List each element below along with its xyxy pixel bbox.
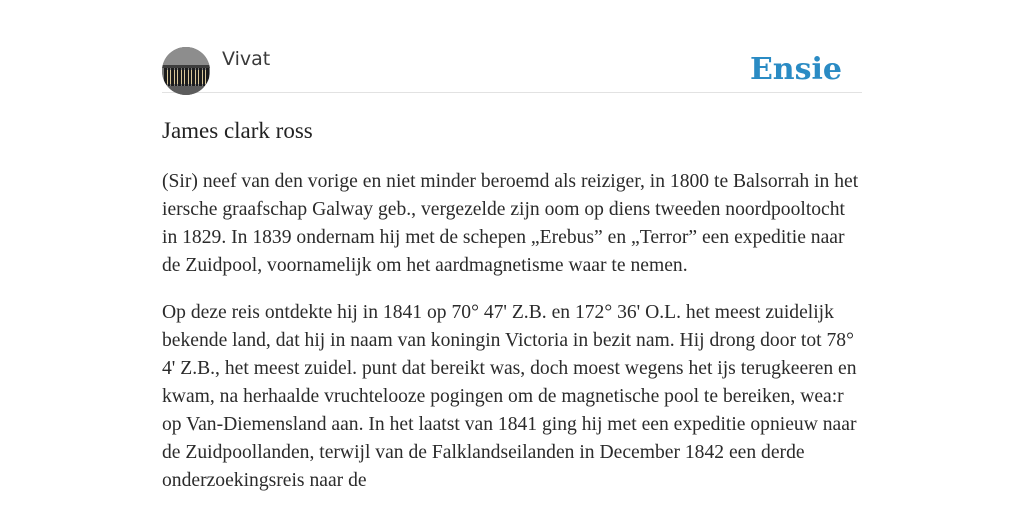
article-title: James clark ross (162, 118, 313, 143)
author-name[interactable]: Vivat (222, 48, 271, 70)
article-body (162, 168, 862, 512)
paragraph: (Sir) neef van den vorige en niet minder beroemd als reiziger, in 1800 te Balsorrah in het iersche graafschap Galway geb., vergezelde zijn oom op diens tweeden noordpooltocht in 1829. In 1839 ondernam hij met de schepen „Erebus” en „Terror” een expeditie naar de Zuidpool, voornamelijk om het aardmagnetisme waar te nemen. (162, 171, 859, 276)
paragraph: Op deze reis ontdekte hij in 1841 op 70° 47' Z.B. en 172° 36' O.L. het meest zuidelijk bekende land, dat hij in naam van koningin Victoria in bezit nam. Hij drong door tot 78° 4' Z.B., het meest zuidel. punt dat bereikt was, doch moest wegens het ijs terugkeeren en kwam, na herhaalde vruchtelooze pogingen om de magnetische pool te bereiken, wea:r op Van-Diemensland aan. In het laatst van 1841 ging hij met een expeditie opnieuw naar de Zuidpoollanden, terwijl van de Falklandseilanden in December 1842 een derde onderzoekingsreis naar de (162, 302, 857, 491)
bookshelf-avatar-image (162, 47, 210, 95)
header (162, 46, 862, 93)
avatar[interactable] (162, 47, 210, 95)
brand-logo[interactable]: Ensie (749, 52, 842, 87)
